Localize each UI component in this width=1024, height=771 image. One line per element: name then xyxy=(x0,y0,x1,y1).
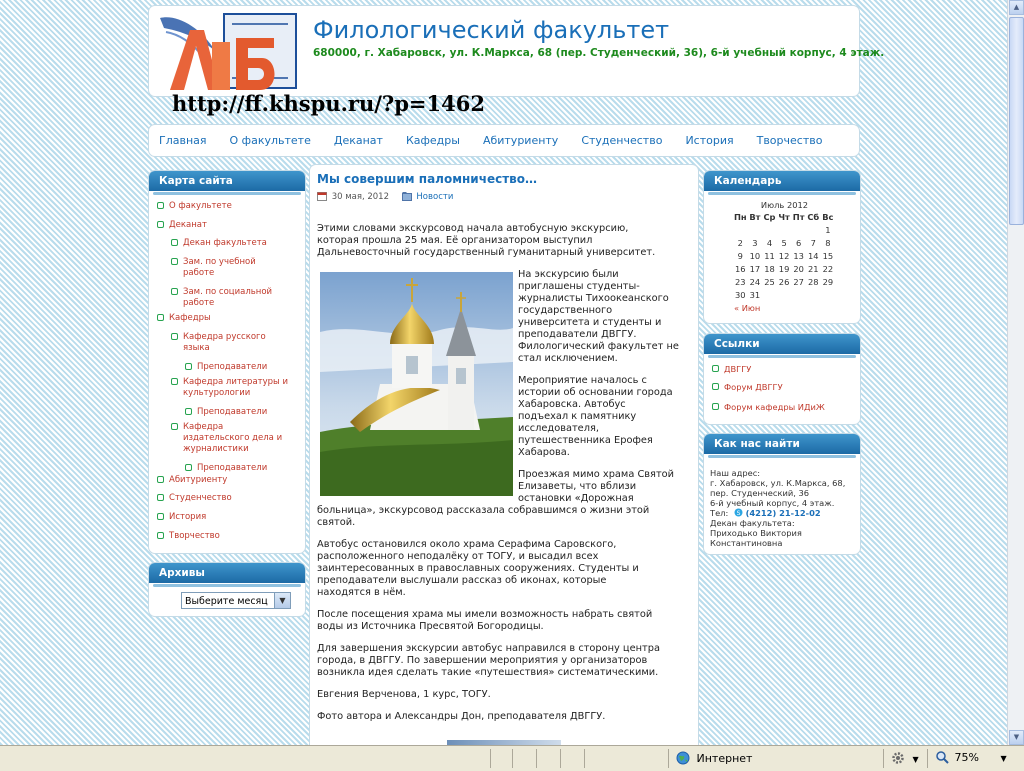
nav-history[interactable]: История xyxy=(685,134,734,147)
link-forum-dvggu[interactable]: Форум ДВГГУ xyxy=(724,382,783,392)
calendar-prev-month-link[interactable]: « Июн xyxy=(734,303,761,313)
bullet-icon xyxy=(712,383,719,390)
dean-line: Декан факультета: xyxy=(710,518,795,528)
dean-line: Приходько Виктория xyxy=(710,528,802,538)
bullet-icon xyxy=(171,378,178,385)
scroll-up-arrow-icon[interactable]: ▲ xyxy=(1009,0,1024,15)
nav-deanery[interactable]: Деканат xyxy=(333,134,383,147)
nav-creativity[interactable]: Творчество xyxy=(756,134,823,147)
main-navigation xyxy=(148,124,860,157)
globe-icon xyxy=(676,751,690,765)
calendar-week: 16 17 18 19 20 21 22 xyxy=(735,264,834,274)
bullet-icon xyxy=(157,513,164,520)
archives-title: Архивы xyxy=(149,563,305,583)
bullet-icon xyxy=(171,258,178,265)
calendar-title: Календарь xyxy=(704,171,860,191)
calendar-week: 2 3 4 5 6 7 8 xyxy=(737,238,831,248)
site-title[interactable]: Филологический факультет xyxy=(313,16,670,44)
bullet-icon xyxy=(157,532,164,539)
post-author: Евгения Верченова, 1 курс, ТОГУ. xyxy=(317,689,491,700)
find-us-title: Как нас найти xyxy=(704,434,860,454)
nav-students[interactable]: Студенчество xyxy=(581,134,663,147)
zoom-level: 75% xyxy=(954,751,979,764)
bullet-icon xyxy=(185,408,192,415)
page-url-overlay: http://ff.khspu.ru/?p=1462 xyxy=(172,91,485,116)
skype-icon[interactable] xyxy=(734,508,743,517)
scrollbar-thumb[interactable] xyxy=(1009,17,1024,225)
sitemap-item[interactable]: Абитуриенту xyxy=(169,475,228,485)
archive-month-select[interactable] xyxy=(181,592,291,609)
chevron-down-icon[interactable]: ▼ xyxy=(274,593,290,608)
sitemap-item[interactable]: Деканат xyxy=(169,220,207,230)
address-label: Наш адрес: xyxy=(710,468,761,478)
calendar-week: 30 31 xyxy=(735,290,761,300)
nav-home[interactable]: Главная xyxy=(159,134,207,147)
folder-icon xyxy=(402,191,412,201)
nav-departments[interactable]: Кафедры xyxy=(405,134,460,147)
phone-label: Тел: xyxy=(710,508,729,518)
status-separator xyxy=(490,749,491,768)
chevron-down-icon[interactable]: ▼ xyxy=(912,755,919,764)
chevron-down-icon[interactable]: ▼ xyxy=(1000,754,1007,763)
post-date: 30 мая, 2012 xyxy=(331,192,389,202)
post-photo-credit: Фото автора и Александры Дон, преподавателя ДВГГУ. xyxy=(317,711,606,722)
calendar-week: 23 24 25 26 27 28 29 xyxy=(735,277,834,287)
bullet-icon xyxy=(157,202,164,209)
calendar-week: 9 10 11 12 13 14 15 xyxy=(737,251,834,261)
address-line: 6-й учебный корпус, 4 этаж. xyxy=(710,498,835,508)
church-photo xyxy=(320,272,513,496)
scroll-down-arrow-icon[interactable]: ▼ xyxy=(1009,730,1024,745)
phone-line xyxy=(710,508,821,518)
site-address: 680000, г. Хабаровск, ул. К.Маркса, 68 (пер. Студенческий, 36), 6-й учебный корпус, 4 этаж. xyxy=(313,47,885,59)
post-paragraph-3: Мероприятие началось с истории об основании города Хабаровска. Автобус подъехал к памятнику исследователя, путешественника Ерофея Хабарова. xyxy=(518,375,673,458)
security-zone-label: Интернет xyxy=(696,752,753,765)
phone-number[interactable]: (4212) 21-12-02 xyxy=(745,508,821,518)
nav-about[interactable]: О факультете xyxy=(229,134,311,147)
status-separator xyxy=(668,749,669,768)
bullet-icon xyxy=(171,423,178,430)
sitemap-item[interactable]: Кафедра издательского дела и журналистики xyxy=(183,422,283,454)
sitemap-item[interactable]: История xyxy=(169,512,207,522)
bullet-icon xyxy=(185,464,192,471)
sitemap-item[interactable]: Кафедра литературы и культурологии xyxy=(183,377,288,398)
status-separator xyxy=(883,749,884,768)
sitemap-item[interactable]: О факультете xyxy=(169,201,232,211)
bullet-icon xyxy=(171,333,178,340)
bullet-icon xyxy=(171,239,178,246)
link-forum-idizh[interactable]: Форум кафедры ИДиЖ xyxy=(724,402,825,412)
link-dvggu[interactable]: ДВГГУ xyxy=(724,364,752,374)
sitemap-item[interactable]: Зам. по социальной работе xyxy=(183,287,273,308)
post-paragraph-7: Для завершения экскурсии автобус направился в сторону центра города, в ДВГГУ. По завершении мероприятия у организаторов возникла идея сделать такие «путешествия» систематическими. xyxy=(317,643,660,678)
status-separator xyxy=(560,749,561,768)
faculty-logo[interactable] xyxy=(156,12,304,96)
sitemap-item[interactable]: Декан факультета xyxy=(183,238,267,248)
archive-select-value: Выберите месяц xyxy=(185,596,268,607)
svg-text:S: S xyxy=(736,510,741,517)
post-paragraph-2: На экскурсию были приглашены студенты- журналисты Тихоокеанского государственного университета и студенты и преподаватели ДВГГУ. Филологический факультет не стал исключением. xyxy=(518,269,679,364)
calendar-caption: Июль 2012 xyxy=(760,200,809,210)
bullet-icon xyxy=(171,288,178,295)
bullet-icon xyxy=(712,365,719,372)
vertical-scrollbar[interactable] xyxy=(1007,0,1024,745)
sitemap-item[interactable]: Зам. по учебной работе xyxy=(183,257,256,278)
sitemap-item[interactable]: Преподаватели xyxy=(197,362,268,372)
dean-line: Константиновна xyxy=(710,538,783,548)
zoom-control[interactable] xyxy=(936,751,1007,764)
status-separator xyxy=(536,749,537,768)
bullet-icon xyxy=(157,314,164,321)
post-meta xyxy=(317,191,453,202)
post-paragraph-4b: больница», экскурсовод рассказала собравшимся о жизни этой святой. xyxy=(317,505,650,528)
nav-applicants[interactable]: Абитуриенту xyxy=(482,134,559,147)
address-line: г. Хабаровск, ул. К.Маркса, 68, xyxy=(710,478,846,488)
gear-icon xyxy=(891,751,905,765)
bullet-icon xyxy=(712,403,719,410)
protected-mode-toggle[interactable] xyxy=(891,751,919,765)
bullet-icon xyxy=(157,221,164,228)
address-line: пер. Студенческий, 36 xyxy=(710,488,810,498)
status-separator xyxy=(584,749,585,768)
magnifier-icon xyxy=(936,751,949,764)
post-category[interactable]: Новости xyxy=(416,192,454,202)
sitemap-item[interactable]: Преподаватели xyxy=(197,463,268,473)
post-paragraph-4a: Проезжая мимо храма Святой Елизаветы, что вблизи остановки «Дорожная xyxy=(518,469,675,504)
sitemap-item[interactable]: Кафедры xyxy=(169,313,211,323)
calendar-week: 1 xyxy=(825,225,831,235)
sitemap-item[interactable]: Творчество xyxy=(169,531,220,541)
sitemap-item[interactable]: Кафедра русского языка xyxy=(183,332,266,353)
sitemap-title: Карта сайта xyxy=(149,171,305,191)
post-paragraph-6: После посещения храма мы имели возможность набрать святой воды из Источника Пресвятой Богородицы. xyxy=(317,609,653,632)
post-title[interactable]: Мы совершим паломничество… xyxy=(317,172,538,186)
bullet-icon xyxy=(185,363,192,370)
sitemap-item[interactable]: Преподаватели xyxy=(197,407,268,417)
bullet-icon xyxy=(157,476,164,483)
status-separator xyxy=(512,749,513,768)
status-separator xyxy=(927,749,928,768)
status-bar xyxy=(0,745,1024,771)
calendar-weekdays: Пн Вт Ср Чт Пт Сб Вс xyxy=(733,212,834,222)
calendar-icon xyxy=(317,191,327,201)
security-zone xyxy=(676,751,752,765)
bullet-icon xyxy=(157,494,164,501)
links-title: Ссылки xyxy=(704,334,860,354)
post-paragraph-5: Автобус остановился около храма Серафима Саровского, расположенного неподалёку от ТОГУ, и высадил всех заинтересованных в православных сооружениях. Студенты и преподаватели выслушали рассказ об иконах, которые находятся в нём. xyxy=(317,539,639,598)
post-paragraph-1: Этими словами экскурсовод начала автобусную экскурсию, которая прошла 25 мая. Её организатором выступил Дальневосточный государственный гуманитарный университет. xyxy=(317,223,656,258)
sitemap-item[interactable]: Студенчество xyxy=(169,493,232,503)
